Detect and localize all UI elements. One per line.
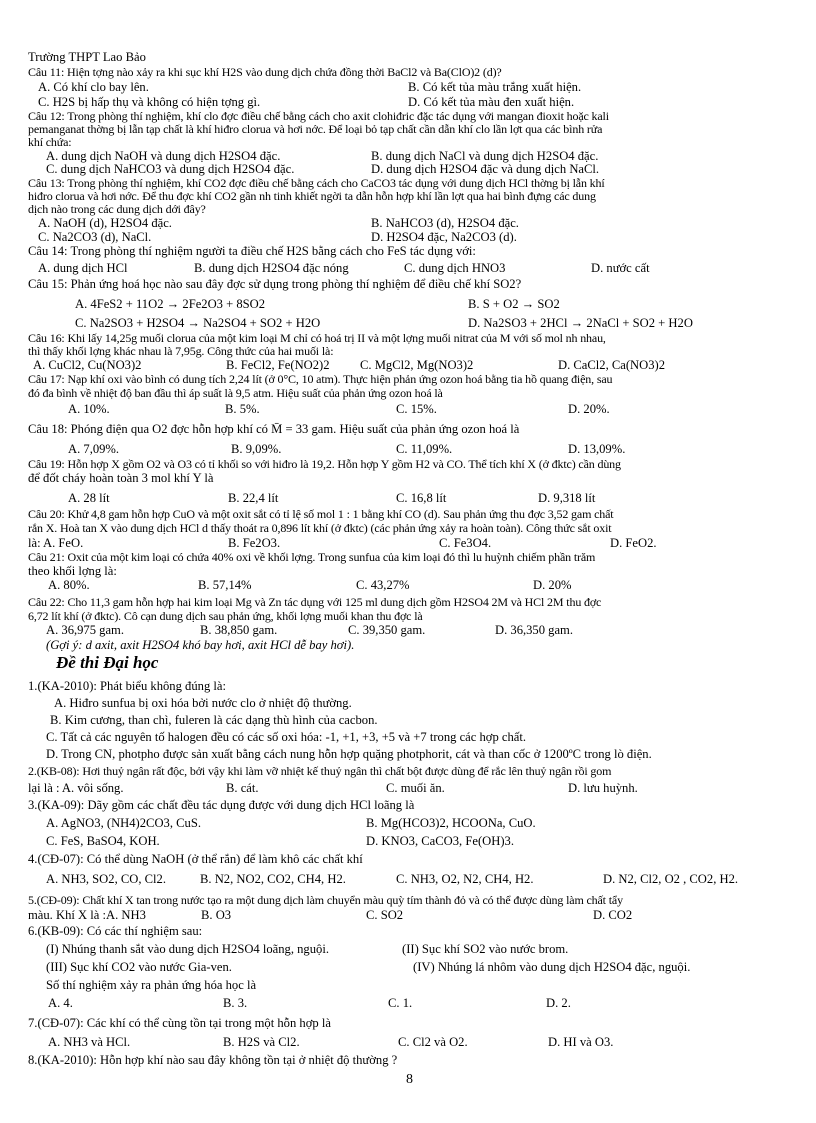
option-b: B. 22,4 lít: [228, 491, 279, 505]
option-d: D. nước cất: [591, 261, 650, 275]
option-a: A. 4.: [48, 996, 73, 1010]
option-c: C. Fe3O4.: [439, 536, 492, 550]
exam-question-3: 3.(KA-09): Dãy gồm các chất đều tác dụng được với dung dịch HCl loãng là: [28, 798, 415, 812]
option-a: A. dung dịch HCl: [38, 261, 128, 275]
option-b: B. 5%.: [225, 402, 260, 416]
school-name: Trường THPT Lao Bảo: [28, 50, 146, 64]
question-14: Câu 14: Trong phòng thí nghiệm người ta điều chế H2S bằng cách cho FeS tác dụng với:: [28, 244, 476, 258]
option-d: D. H2SO4 đặc, Na2CO3 (d).: [371, 230, 517, 244]
question-22: Câu 22: Cho 11,3 gam hỗn hợp hai kim loại Mg và Zn tác dụng với 125 ml dung dịch gồm H2SO4 2M và HCl 2M thu đợc: [28, 595, 602, 609]
option-b: B. Fe2O3.: [228, 536, 281, 550]
option-b: B. dung dịch NaCl và dung dịch H2SO4 đặc.: [371, 149, 599, 163]
question-text: Số thí nghiệm xảy ra phản ứng hóa học là: [46, 978, 257, 992]
option-c: C. 39,350 gam.: [348, 623, 426, 637]
option-c: C. MgCl2, Mg(NO3)2: [360, 358, 474, 372]
question-18: Câu 18: Phóng điện qua O2 đợc hỗn hợp khí có M̄ = 33 gam. Hiệu suất của phản ứng ozon hoá là: [28, 422, 520, 436]
exam-question-7: 7.(CĐ-07): Các khí có thể cùng tồn tại trong một hỗn hợp là: [28, 1016, 331, 1030]
option-d: D. KNO3, CaCO3, Fe(OH)3.: [366, 834, 514, 848]
option-b: B. 9,09%.: [231, 442, 282, 456]
option-a: A. NaOH (d), H2SO4 đặc.: [38, 216, 172, 230]
option-b: B. 57,14%: [198, 578, 252, 592]
hint-note: (Gợi ý: d axit, axit H2SO4 khó bay hơi, axit HCl dễ bay hơi).: [46, 638, 355, 652]
question-text: rắn X. Hoà tan X vào dung dịch HCl d thấy thoát ra 0,896 lít khí (ở đktc) (các phản ứng xảy ra hoàn toàn). Công thức sắt oxit: [28, 521, 612, 535]
question-15: Câu 15: Phản ứng hoá học nào sau đây đợc sử dụng trong phòng thí nghiệm để điều chế khí SO2?: [28, 277, 522, 291]
option-d: D. FeO2.: [610, 536, 657, 550]
option-b: B. S + O2 → SO2: [468, 297, 560, 311]
option-d: D. Na2SO3 + 2HCl → 2NaCl + SO2 + H2O: [468, 316, 693, 330]
question-text: 6,72 lít khí (ở đktc). Cô cạn dung dịch sau phản ứng, khối lợng muối khan thu đợc là: [28, 609, 423, 623]
question-16: Câu 16: Khi lấy 14,25g muối clorua của một kim loại M chỉ có hoá trị II và một lợng muối nitrat của M với số mol nh nhau,: [28, 331, 606, 345]
option-a: A. 28 lít: [68, 491, 110, 505]
option-c: C. 1.: [388, 996, 413, 1010]
question-text: theo khối lợng là:: [28, 564, 117, 578]
option-a: là: A. FeO.: [28, 536, 84, 550]
question-text: đó đa bình về nhiệt độ ban đầu thì áp suất là 9,5 atm. Hiệu suất của phản ứng ozon hoá là: [28, 386, 443, 400]
option-d: D. 20%.: [568, 402, 610, 416]
question-text: để đốt cháy hoàn toàn 3 mol khí Y là: [28, 471, 214, 485]
option-d: D. 2.: [546, 996, 571, 1010]
option-a: A. 7,09%.: [68, 442, 120, 456]
option-c: C. NH3, O2, N2, CH4, H2.: [396, 872, 534, 886]
option-d: D. Có kết tủa màu đen xuất hiện.: [408, 95, 575, 109]
page-number: 8: [406, 1072, 413, 1087]
option-b: B. 3.: [223, 996, 248, 1010]
option-b: B. NaHCO3 (d), H2SO4 đặc.: [371, 216, 519, 230]
question-12: Câu 12: Trong phòng thí nghiệm, khí clo đợc điều chế bằng cách cho axit clohiđric đặc tác dụng với mangan đioxit hoặc kali: [28, 109, 609, 123]
experiment-2: (II) Sục khí SO2 vào nước brom.: [402, 942, 569, 956]
option-d: D. CO2: [593, 908, 633, 922]
option-c: C. Cl2 và O2.: [398, 1035, 468, 1049]
option-d: D. 36,350 gam.: [495, 623, 574, 637]
option-d: D. 20%: [533, 578, 572, 592]
option-c: C. H2S bị hấp thụ và không có hiện tợng gì.: [38, 95, 261, 109]
experiment-4: (IV) Nhúng lá nhôm vào dung dịch H2SO4 đặc, nguội.: [413, 960, 691, 974]
option-d: D. CaCl2, Ca(NO3)2: [558, 358, 666, 372]
question-text: pemanganat thờng bị lẫn tạp chất là khí hiđro clorua và hơi nớc. Để loại bỏ tạp chất cần dẫn khí clo lần lợt qua các bình rửa: [28, 122, 603, 136]
question-17: Câu 17: Nạp khí oxi vào bình có dung tích 2,24 lít (ở 0°C, 10 atm). Thực hiện phản ứng ozon hoá bằng tia hồ quang điện, sau: [28, 372, 613, 386]
exam-question-8: 8.(KA-2010): Hỗn hợp khí nào sau đây không tồn tại ở nhiệt độ thường ?: [28, 1053, 398, 1067]
option-b: B. Có kết tủa màu trắng xuất hiện.: [408, 80, 582, 94]
question-text: thì thấy khối lợng khác nhau là 7,95g. Công thức của hai muối là:: [28, 344, 334, 358]
option-d: D. HI và O3.: [548, 1035, 614, 1049]
option-c: C. Na2CO3 (d), NaCl.: [38, 230, 152, 244]
option-c: C. dung dịch HNO3: [404, 261, 506, 275]
question-21: Câu 21: Oxit của một kim loại có chứa 40% oxi về khối lợng. Trong sunfua của kim loại đó thì lu huỳnh chiếm phần trăm: [28, 550, 596, 564]
option-d: D. N2, Cl2, O2 , CO2, H2.: [603, 872, 739, 886]
option-c: C. 16,8 lít: [396, 491, 447, 505]
option-c: C. dung dịch NaHCO3 và dung dịch H2SO4 đặc.: [46, 162, 295, 176]
question-11: Câu 11: Hiện tợng nào xảy ra khi sục khí H2S vào dung dịch chứa đồng thời BaCl2 và Ba(ClO)2 (d)?: [28, 65, 502, 79]
option-a: A. 80%.: [48, 578, 90, 592]
question-text: khí chứa:: [28, 135, 72, 149]
option-b: B. dung dịch H2SO4 đặc nóng: [194, 261, 349, 275]
exam-question-5: 5.(CĐ-09): Chất khí X tan trong nước tạo ra một dung dịch làm chuyển màu quỳ tím thành đỏ và có thể được dùng làm chất tẩy: [28, 893, 623, 907]
option-a: A. Hiđro sunfua bị oxi hóa bởi nước clo ở nhiệt độ thường.: [54, 696, 352, 710]
section-heading: Đề thi Đại học: [56, 653, 159, 672]
option-c: C. Tất cả các nguyên tố halogen đều có các số oxi hóa: -1, +1, +3, +5 và +7 trong các hợp chất.: [46, 730, 527, 744]
option-b: B. N2, NO2, CO2, CH4, H2.: [200, 872, 346, 886]
option-a: A. NH3, SO2, CO, Cl2.: [46, 872, 167, 886]
option-d: D. dung dịch H2SO4 đặc và dung dịch NaCl.: [371, 162, 600, 176]
option-c: C. FeS, BaSO4, KOH.: [46, 834, 160, 848]
option-a: A. NH3 và HCl.: [48, 1035, 131, 1049]
option-d: D. Trong CN, photpho được sản xuất bằng cách nung hỗn hợp quặng photphorit, cát và than cốc ở 1200ºC trong lò điện.: [46, 747, 652, 761]
option-a: A. AgNO3, (NH4)2CO3, CuS.: [46, 816, 201, 830]
option-a: A. 10%.: [68, 402, 110, 416]
question-13: Câu 13: Trong phòng thí nghiệm, khí CO2 đợc điều chế bằng cách cho CaCO3 tác dụng với dung dịch HCl thờng bị lẫn khí: [28, 176, 605, 190]
option-c: C. muối ăn.: [386, 781, 445, 795]
option-a: A. dung dịch NaOH và dung dịch H2SO4 đặc.: [46, 149, 281, 163]
option-b: B. H2S và Cl2.: [223, 1035, 300, 1049]
option-d: D. 13,09%.: [568, 442, 626, 456]
document-page: [28, 50, 798, 1110]
option-c: C. 15%.: [396, 402, 437, 416]
option-b: B. O3: [201, 908, 232, 922]
option-d: D. 9,318 lít: [538, 491, 596, 505]
exam-question-1: 1.(KA-2010): Phát biểu không đúng là:: [28, 679, 226, 693]
experiment-3: (III) Sục khí CO2 vào nước Gia-ven.: [46, 960, 232, 974]
exam-question-2: 2.(KB-08): Hơi thuỷ ngân rất độc, bởi vậy khi làm vỡ nhiệt kế thuỷ ngân thì chất bột được dùng để rắc lên thuỷ ngân rồi gom: [28, 764, 612, 778]
exam-question-6: 6.(KB-09): Có các thí nghiệm sau:: [28, 924, 203, 938]
question-19: Câu 19: Hỗn hợp X gồm O2 và O3 có tỉ khối so với hiđro là 19,2. Hỗn hợp Y gồm H2 và CO. Thể tích khí X (ở đktc) cần dùng: [28, 457, 621, 471]
option-a: A. Có khí clo bay lên.: [38, 80, 149, 94]
question-20: Câu 20: Khử 4,8 gam hỗn hợp CuO và một oxit sắt có tỉ lệ số mol 1 : 1 bằng khí CO (d). Sau phản ứng thu đợc 3,52 gam chất: [28, 507, 614, 521]
option-c: C. Na2SO3 + H2SO4 → Na2SO4 + SO2 + H2O: [75, 316, 321, 330]
option-b: B. Kim cương, than chì, fuleren là các dạng thù hình của cacbon.: [50, 713, 378, 727]
option-a: A. 4FeS2 + 11O2 → 2Fe2O3 + 8SO2: [75, 297, 266, 311]
exam-question-4: 4.(CĐ-07): Có thể dùng NaOH (ở thể rắn) để làm khô các chất khí: [28, 852, 363, 866]
option-c: C. 43,27%: [356, 578, 410, 592]
option-d: D. lưu huỳnh.: [568, 781, 638, 795]
option-b: B. cát.: [226, 781, 259, 795]
option-c: C. 11,09%.: [396, 442, 453, 456]
question-text: hiđro clorua và hơi nớc. Để thu đợc khí CO2 gần nh tinh khiết ngời ta dẫn hỗn hợp khí lần lợt qua hai bình đựng các dung: [28, 189, 596, 203]
option-a: A. 36,975 gam.: [46, 623, 125, 637]
option-a: màu. Khí X là :A. NH3: [28, 908, 146, 922]
option-c: C. SO2: [366, 908, 404, 922]
question-text: dịch nào trong các dung dịch dới đây?: [28, 202, 206, 216]
option-a: lại là : A. vôi sống.: [28, 781, 124, 795]
option-b: B. 38,850 gam.: [200, 623, 278, 637]
option-b: B. Mg(HCO3)2, HCOONa, CuO.: [366, 816, 536, 830]
option-a: A. CuCl2, Cu(NO3)2: [33, 358, 142, 372]
option-b: B. FeCl2, Fe(NO2)2: [226, 358, 330, 372]
experiment-1: (I) Nhúng thanh sắt vào dung dịch H2SO4 loãng, nguội.: [46, 942, 329, 956]
